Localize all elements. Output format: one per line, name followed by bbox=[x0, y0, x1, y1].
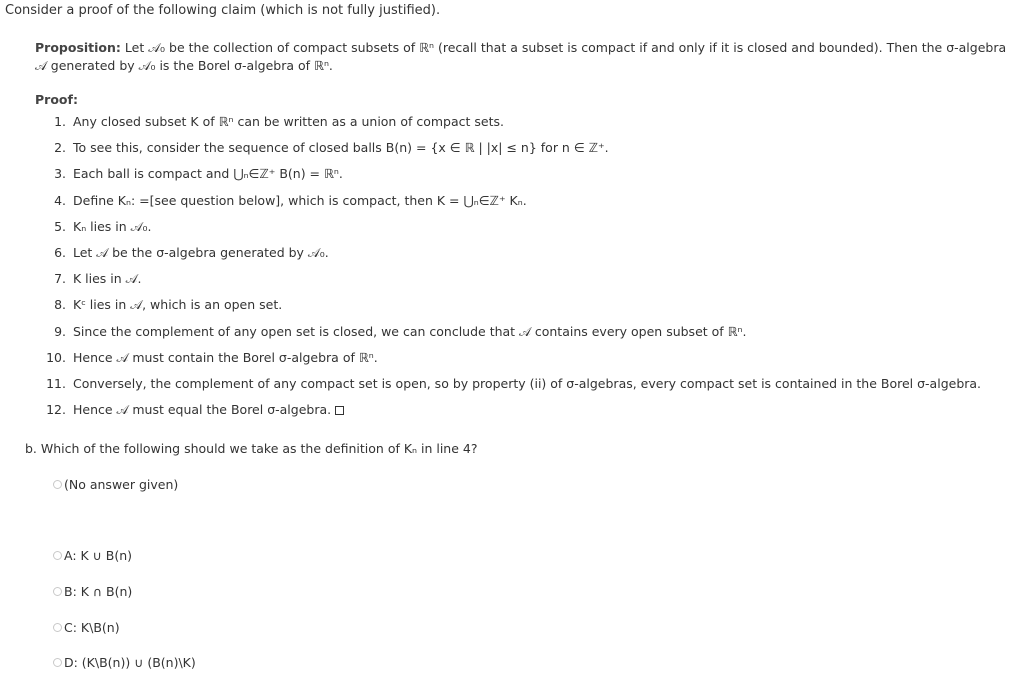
step-text: Each ball is compact and ⋃ₙ∈ℤ⁺ B(n) = ℝⁿ. bbox=[73, 166, 343, 182]
proof-step bbox=[35, 399, 995, 425]
proof-step bbox=[35, 216, 995, 242]
step-text: Kᶜ lies in 𝒜, which is an open set. bbox=[73, 297, 283, 313]
proof-step bbox=[35, 111, 995, 137]
proof-label: Proof: bbox=[35, 92, 78, 107]
radio-button[interactable] bbox=[53, 587, 62, 596]
intro-text: Consider a proof of the following claim (which is not fully justified). bbox=[5, 3, 441, 18]
step-text: Hence 𝒜 must equal the Borel σ-algebra. bbox=[73, 402, 332, 418]
step-number: 2. bbox=[54, 140, 66, 156]
step-text: Define Kₙ: =[see question below], which is compact, then K = ⋃ₙ∈ℤ⁺ Kₙ. bbox=[73, 192, 527, 208]
option-no-answer[interactable] bbox=[53, 477, 178, 492]
radio-button[interactable] bbox=[53, 623, 62, 632]
radio-button[interactable] bbox=[53, 551, 62, 560]
radio-button[interactable] bbox=[53, 658, 62, 667]
step-number: 10. bbox=[46, 349, 66, 365]
step-number: 11. bbox=[46, 375, 66, 391]
option-a[interactable] bbox=[53, 548, 132, 563]
proposition-label: Proposition: bbox=[35, 40, 121, 55]
step-number: 1. bbox=[54, 114, 66, 129]
step-text: Conversely, the complement of any compact set is open, so by property (ii) of σ-algebras, every compact set is contained in the Borel σ-algebra. bbox=[73, 375, 982, 391]
option-c[interactable] bbox=[53, 620, 120, 635]
step-text: Let 𝒜 be the σ-algebra generated by 𝒜₀. bbox=[73, 244, 329, 260]
qed-box-icon bbox=[335, 406, 344, 415]
proof-step bbox=[35, 347, 995, 373]
proof-step bbox=[35, 163, 995, 189]
radio-button[interactable] bbox=[53, 480, 62, 489]
step-text: Hence 𝒜 must contain the Borel σ-algebra of ℝⁿ. bbox=[73, 349, 378, 365]
step-text: Any closed subset K of ℝⁿ can be written as a union of compact sets. bbox=[73, 114, 504, 129]
step-number: 9. bbox=[54, 323, 66, 339]
step-text: K lies in 𝒜. bbox=[73, 271, 142, 287]
proposition-text: Let 𝒜₀ be the collection of compact subsets of ℝⁿ (recall that a subset is compact if and only if it is closed and bounded). Then the σ-algebra 𝒜 generated by 𝒜₀ is the Borel σ-algebra of ℝⁿ. bbox=[35, 40, 1007, 73]
step-text: Since the complement of any open set is closed, we can conclude that 𝒜 contains every open subset of ℝⁿ. bbox=[73, 323, 747, 339]
option-label: D: (K\B(n)) ∪ (B(n)\K) bbox=[64, 655, 196, 670]
step-number: 7. bbox=[54, 271, 66, 287]
step-number: 6. bbox=[54, 244, 66, 260]
proof-step bbox=[35, 242, 995, 268]
option-b[interactable] bbox=[53, 584, 132, 599]
option-label: A: K ∪ B(n) bbox=[64, 548, 133, 563]
proof-step bbox=[35, 321, 995, 347]
step-number: 12. bbox=[46, 402, 66, 418]
proof-step bbox=[35, 373, 995, 399]
proof-step bbox=[35, 268, 995, 294]
option-label: B: K ∩ B(n) bbox=[64, 584, 133, 599]
proof-steps bbox=[35, 111, 995, 425]
step-number: 3. bbox=[54, 166, 66, 182]
step-number: 4. bbox=[54, 192, 66, 208]
option-label: (No answer given) bbox=[64, 477, 179, 492]
question-text: b. Which of the following should we take as the definition of Kₙ in line 4? bbox=[25, 441, 478, 456]
option-label: C: K\B(n) bbox=[64, 620, 120, 635]
proof-step bbox=[35, 190, 995, 216]
option-d[interactable] bbox=[53, 655, 196, 670]
step-text: Kₙ lies in 𝒜₀. bbox=[73, 218, 152, 234]
proof-step bbox=[35, 137, 995, 163]
proof-step bbox=[35, 294, 995, 320]
step-number: 8. bbox=[54, 297, 66, 313]
step-text: To see this, consider the sequence of closed balls B(n) = {x ∈ ℝ | |x| ≤ n} for n ∈ ℤ⁺. bbox=[73, 140, 609, 156]
proposition bbox=[35, 39, 1010, 75]
step-number: 5. bbox=[54, 218, 66, 234]
